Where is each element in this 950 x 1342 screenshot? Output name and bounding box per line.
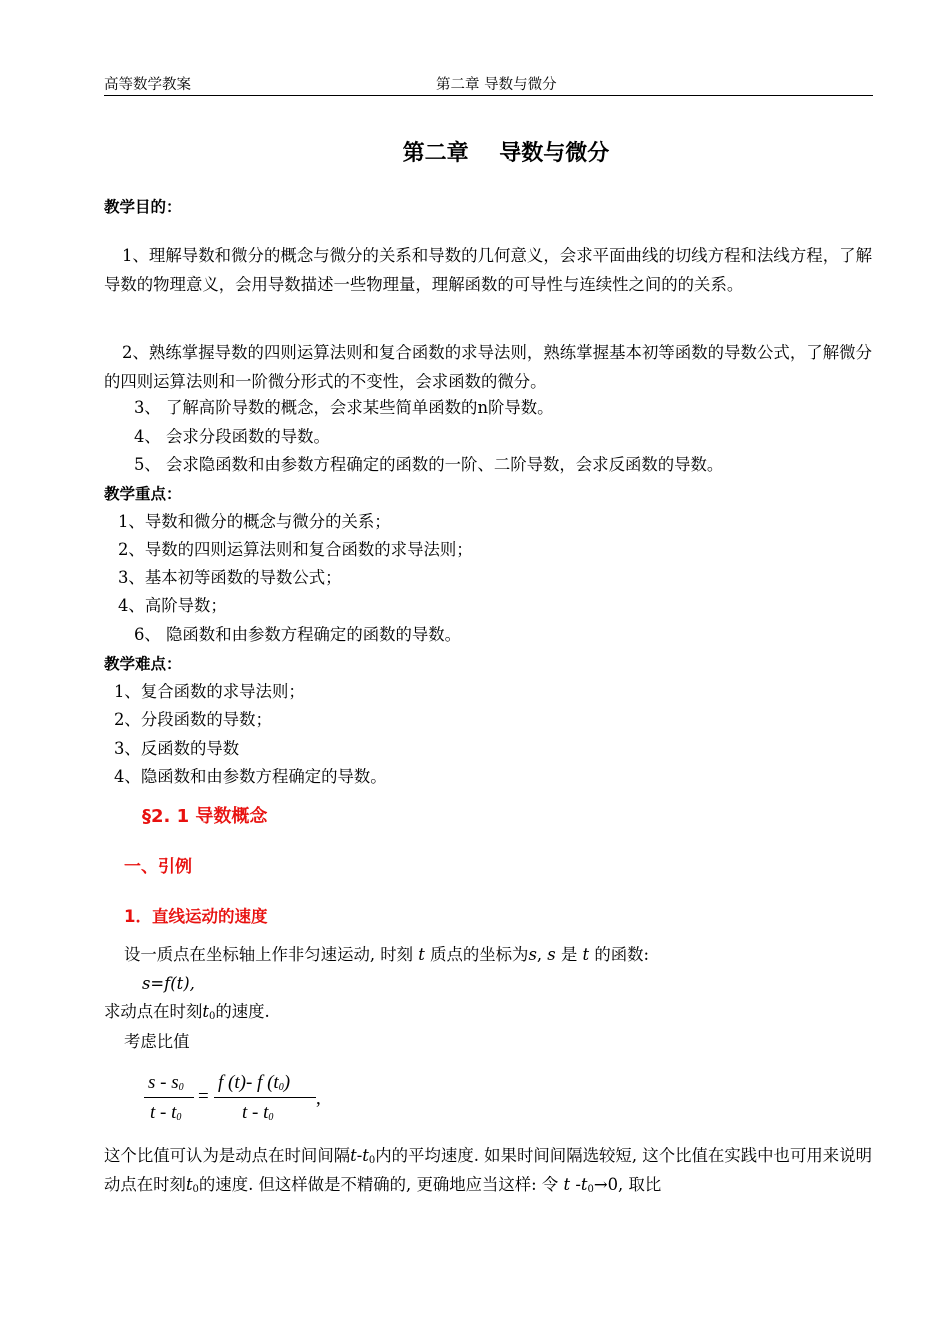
difficulty-item-2: 2、分段函数的导数； [114, 710, 272, 729]
difficulty-item-3: 3、反函数的导数 [114, 739, 240, 758]
frac-right-denominator: t - $t_0$ [242, 1102, 274, 1123]
objective-item-3: 3、 了解高阶导数的概念，会求某些简单函数的n阶导数。 [134, 398, 554, 417]
body-paragraph-1: 设一质点在坐标轴上作非匀速运动, 时刻 t 质点的坐标为s, s 是 t 的函数: [124, 945, 650, 964]
header-center: 第二章 导数与微分 [436, 77, 557, 93]
key-point-item-5: 6、 隐函数和由参数方程确定的函数的导数。 [134, 625, 462, 644]
frac-comma: , [316, 1088, 321, 1109]
frac-right-numerator: f (t)- f $(t_0)$ [218, 1072, 291, 1093]
key-point-item-4: 4、高阶导数； [118, 596, 227, 615]
body-paragraph-3: 考虑比值 [124, 1032, 190, 1051]
frac-left-denominator: t - $t_0$ [150, 1102, 182, 1123]
formula-s-ft: s=f(t), [142, 974, 195, 993]
subsection-heading: 一、引例 [124, 857, 192, 877]
header-rule [104, 95, 873, 96]
objective-item-4: 4、 会求分段函数的导数。 [134, 427, 330, 446]
body-paragraph-2: 求动点在时刻$t_0$的速度. [104, 1002, 270, 1022]
chapter-title: 第二章 导数与微分 [402, 141, 610, 166]
body-paragraph-4: 这个比值可认为是动点在时间间隔$t-t_0$内的平均速度. 如果时间间隔选较短, 这个比值在实践中也可用来说明动点在时刻$t_0$的速度. 但这样做是不精确的, 更确地应当这样: 令 t $-t_0\to 0$, 取比 [104, 1146, 872, 1195]
objectives-label: 教学目的： [104, 198, 182, 216]
key-points-label: 教学重点： [104, 485, 182, 503]
subsubsection-heading: 1．直线运动的速度 [124, 907, 268, 926]
section-heading: §2. 1 导数概念 [142, 806, 268, 827]
frac-right-bar [214, 1097, 316, 1098]
objective-item-5: 5、 会求隐函数和由参数方程确定的函数的一阶、二阶导数，会求反函数的导数。 [134, 455, 724, 474]
objective-item-2: 2、熟练掌握导数的四则运算法则和复合函数的求导法则，熟练掌握基本初等函数的导数公式，了解微分的四则运算法则和一阶微分形式的不变性，会求函数的微分。 [104, 343, 872, 391]
frac-left-bar [144, 1097, 194, 1098]
difficulty-item-4: 4、隐函数和由参数方程确定的导数。 [114, 767, 387, 786]
key-point-item-1: 1、导数和微分的概念与微分的关系； [118, 512, 391, 531]
objective-item-1: 1、理解导数和微分的概念与微分的关系和导数的几何意义，会求平面曲线的切线方程和法线方程，了解导数的物理意义，会用导数描述一些物理量，理解函数的可导性与连续性之间的的关系。 [104, 246, 872, 294]
difficulty-item-1: 1、复合函数的求导法则； [114, 682, 305, 701]
key-point-item-2: 2、导数的四则运算法则和复合函数的求导法则； [118, 540, 473, 559]
frac-equals: = [198, 1086, 209, 1107]
difficulties-label: 教学难点： [104, 655, 182, 673]
key-point-item-3: 3、基本初等函数的导数公式； [118, 568, 342, 587]
header-left: 高等数学教案 [104, 77, 191, 93]
frac-left-numerator: s - $s_0$ [148, 1072, 184, 1093]
